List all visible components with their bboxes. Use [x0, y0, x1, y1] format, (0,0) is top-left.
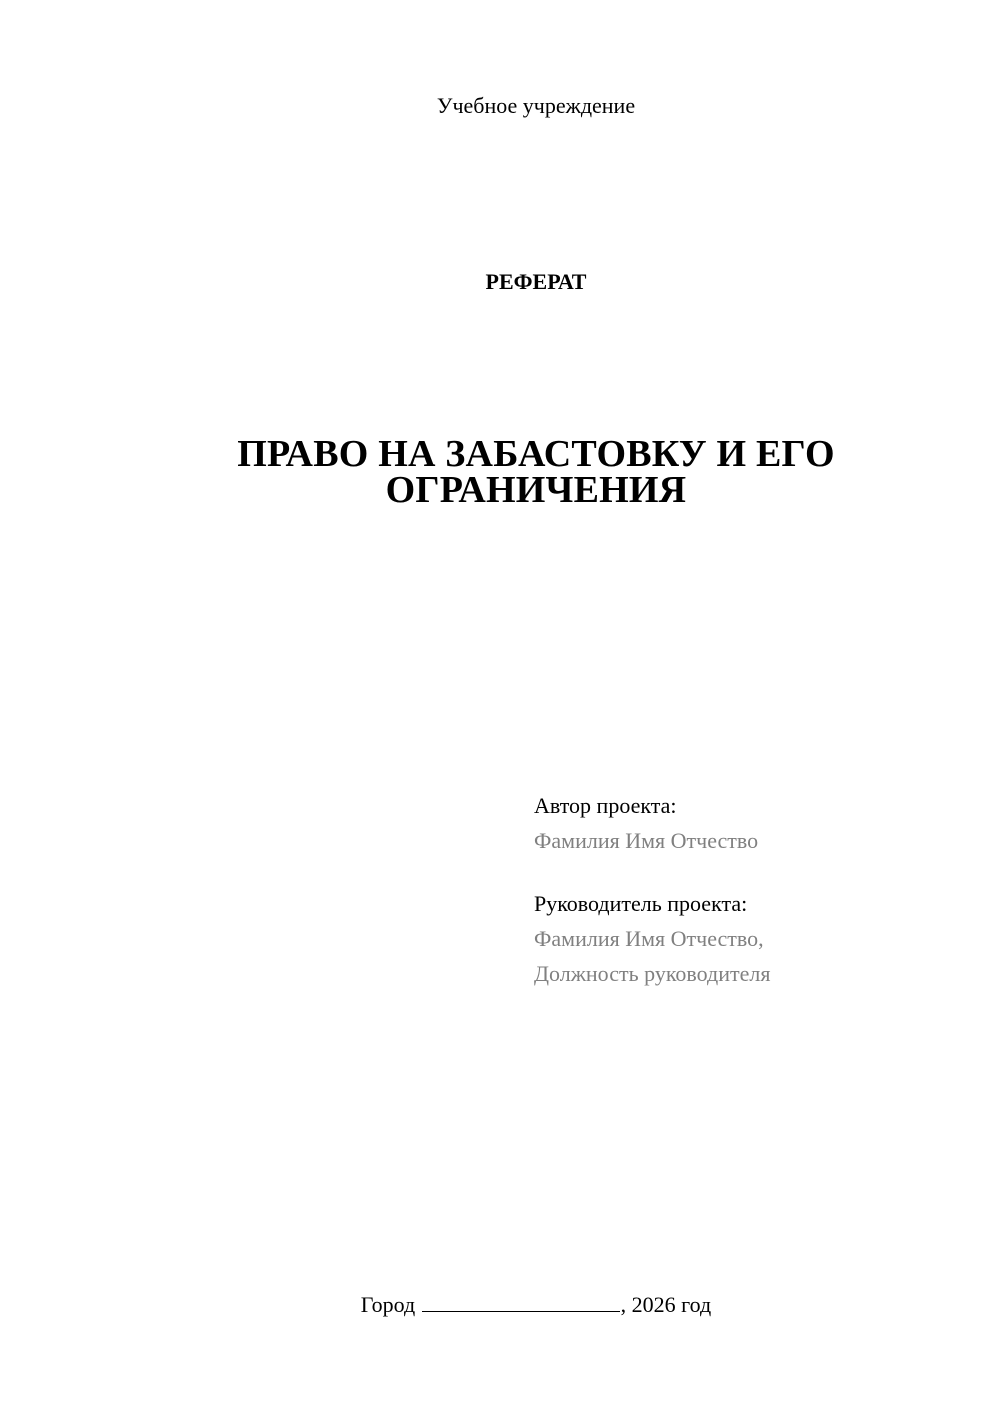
city-label: Город: [360, 1292, 416, 1317]
supervisor-name: Фамилия Имя Отчество,: [534, 926, 764, 951]
project-info: [534, 788, 974, 991]
city-blank-line: [422, 1291, 620, 1312]
info-spacer: [534, 858, 974, 886]
author-label: Автор проекта:: [534, 793, 677, 818]
author-name: Фамилия Имя Отчество: [534, 828, 759, 853]
supervisor-label: Руководитель проекта:: [534, 891, 748, 916]
document-type: РЕФЕРАТ: [485, 269, 587, 294]
document-title-line-1: ПРАВО НА ЗАБАСТОВКУ И ЕГО: [237, 433, 835, 475]
document-title: [150, 433, 922, 511]
institution-name: Учебное учреждение: [436, 93, 636, 118]
document-title-line-2: ОГРАНИЧЕНИЯ: [385, 469, 687, 511]
year-text: , 2026 год: [620, 1292, 712, 1317]
footer-city-year: [0, 1290, 1000, 1320]
supervisor-position: Должность руководителя: [534, 961, 771, 986]
